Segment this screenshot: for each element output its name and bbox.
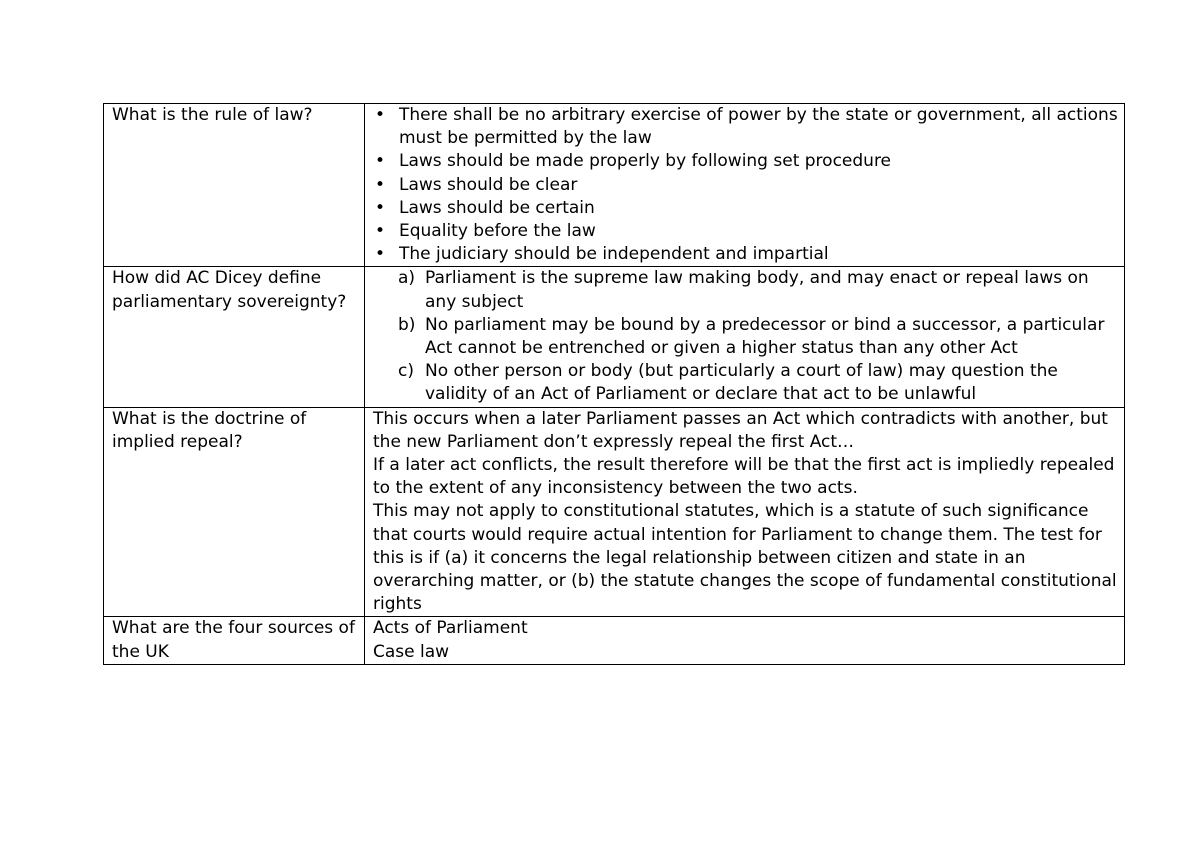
bullet-list: [373, 104, 1118, 266]
list-marker: a): [398, 268, 416, 289]
table-row: [104, 267, 1125, 407]
question-text: What is the rule of law?: [112, 105, 313, 125]
list-item: • The judiciary should be independent and impartial: [373, 243, 1118, 266]
bullet-icon: •: [375, 197, 386, 218]
list-marker: c): [398, 361, 414, 382]
revision-table: [103, 103, 1125, 665]
list-item: • Laws should be certain: [373, 197, 1118, 220]
answer-cell: [365, 104, 1125, 267]
table-row: [104, 617, 1125, 664]
list-item: • Equality before the law: [373, 220, 1118, 243]
question-text: What are the four sources of the UK: [112, 618, 355, 662]
list-item: • There shall be no arbitrary exercise of power by the state or government, all actions must be permitted by the law: [375, 105, 1118, 149]
answer-cell: [365, 617, 1125, 664]
bullet-icon: •: [375, 151, 386, 172]
answer-paragraph: If a later act conflicts, the result therefore will be that the first act is impliedly repealed to the extent of any inconsistency between the two acts.: [373, 455, 1115, 499]
answer-paragraph: This occurs when a later Parliament passes an Act which contradicts with another, but the new Parliament don’t expressly repeal the first Act…: [373, 408, 1108, 452]
question-cell: [104, 267, 365, 407]
bullet-icon: •: [375, 105, 386, 125]
question-cell: [104, 104, 365, 267]
bullet-icon: •: [375, 244, 386, 265]
bullet-icon: •: [375, 174, 386, 195]
answer-cell: [365, 407, 1125, 617]
list-item: • Laws should be clear: [373, 174, 1118, 197]
list-item: • Laws should be made properly by following set procedure: [373, 150, 1118, 173]
answer-paragraph: This may not apply to constitutional statutes, which is a statute of such significance that courts would require actual intention for Parliament to change them. The test for this is if (a) it concerns the legal relationship between citizen and state in an overarching matter, or (b) the statute changes the scope of fundamental constitutional rights: [373, 501, 1117, 615]
table-row: [104, 104, 1125, 267]
list-item: c) No other person or body (but particularly a court of law) may question the validity of an Act of Parliament or declare that act to be unlawful: [398, 361, 1058, 405]
bullet-icon: •: [375, 221, 386, 242]
question-text: What is the doctrine of implied repeal?: [112, 408, 307, 452]
list-marker: b): [398, 314, 416, 335]
answer-paragraph: Acts of Parliament: [373, 618, 528, 639]
list-item: b) No parliament may be bound by a predecessor or bind a successor, a particular Act cannot be entrenched or given a higher status than any other Act: [398, 314, 1105, 359]
answer-cell: [365, 267, 1125, 407]
question-cell: [104, 617, 365, 664]
lettered-list: [373, 267, 1118, 406]
answer-paragraph: Case law: [373, 641, 450, 662]
list-item: a) Parliament is the supreme law making body, and may enact or repeal laws on any subject: [398, 268, 1089, 312]
question-cell: [104, 407, 365, 617]
question-text: How did AC Dicey define parliamentary sovereignty?: [112, 268, 347, 312]
table-row: [104, 407, 1125, 617]
